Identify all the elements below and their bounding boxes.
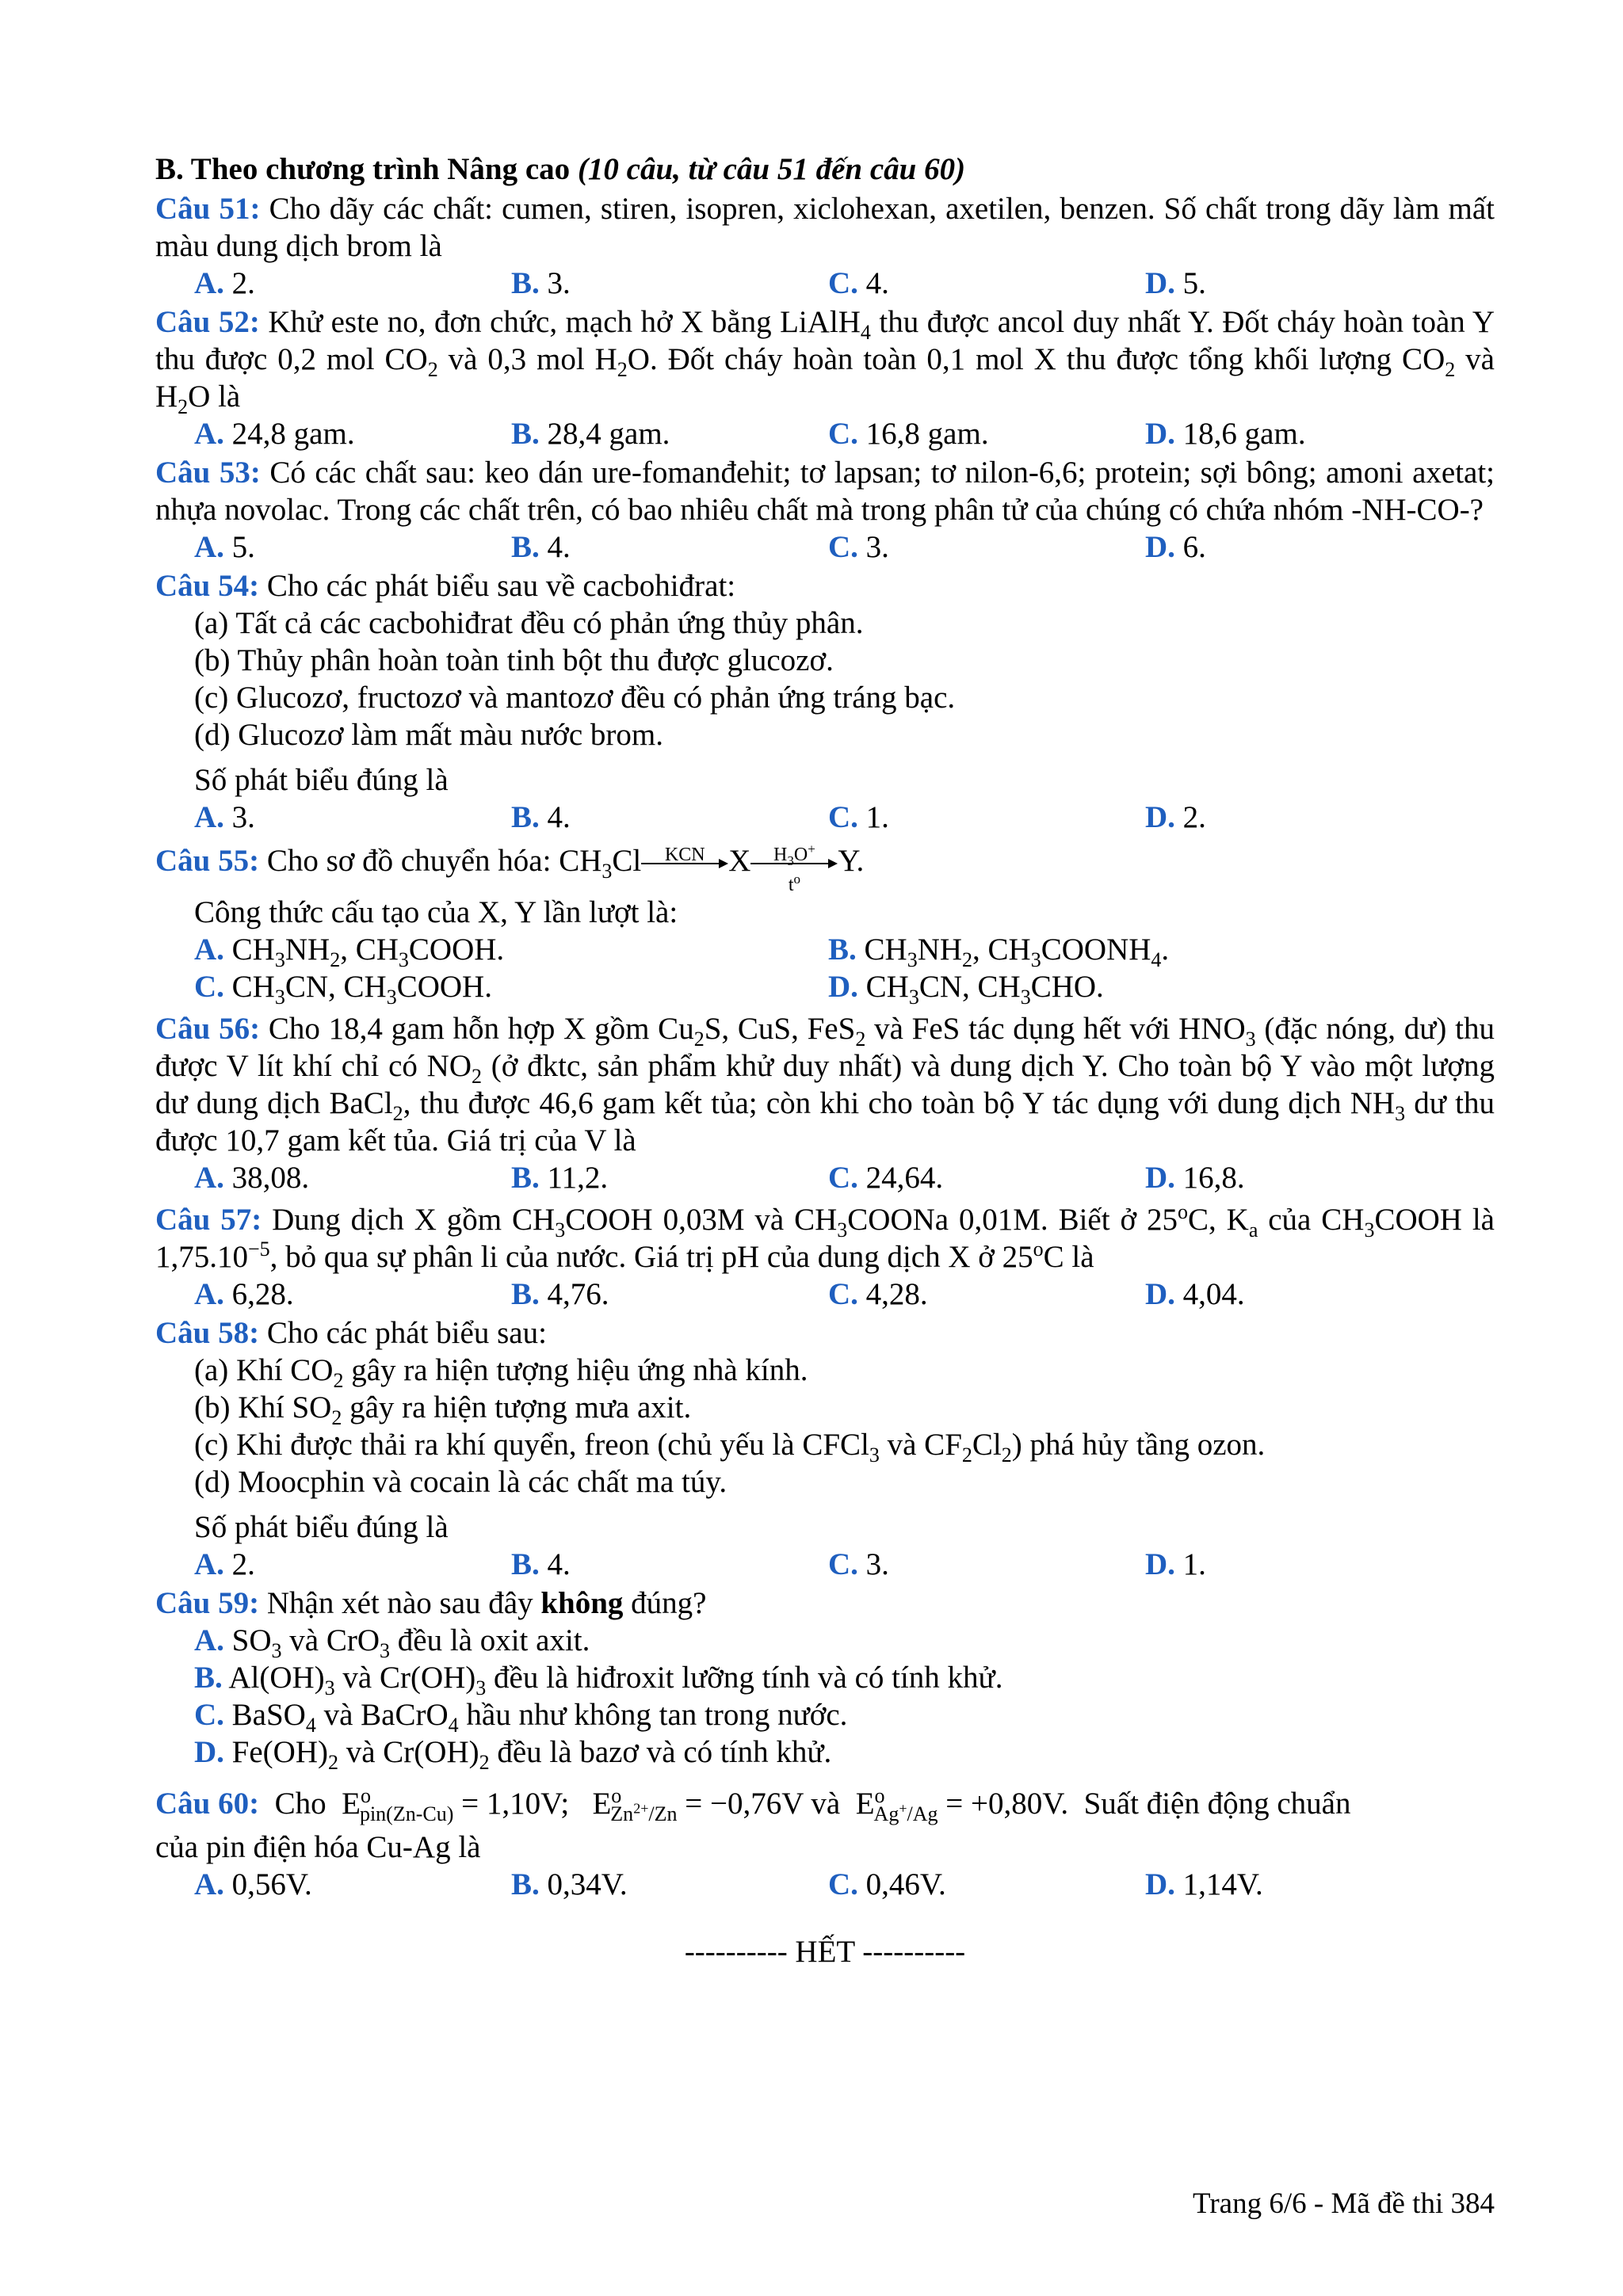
question-56: Câu 56: Cho 18,4 gam hỗn hợp X gồm $Cu_2S$, CuS, FeS$_2$ và FeS tác dụng hết với $HNO_3$ (đặc nóng, dư) thu được V lít khí chỉ có $NO_2$ (ở đktc, sản phẩm khử duy nhất) và dung dịch Y. Cho toàn bộ Y vào một lượng dư dung dịch BaCl$_2$, thu được 46,6 gam kết tủa; còn khi cho toàn bộ Y tác dụng với dung dịch $NH_3$ dư thu được 10,7 gam kết tủa. Giá trị của V là — [155, 1012, 1495, 1158]
option-text: 5. — [1182, 266, 1206, 300]
statement-d: (d) Glucozơ làm mất màu nước brom. — [194, 718, 663, 752]
option-text: 28,4 gam. — [547, 417, 670, 451]
exam-content — [155, 151, 1495, 1970]
question-label: Câu 53: — [155, 456, 261, 490]
statement-c: (c) Glucozơ, fructozơ và mantozơ đều có phản ứng tráng bạc. — [194, 681, 956, 715]
option-letter: C. — [194, 970, 224, 1004]
question-text: Cho các phát biểu sau: — [266, 1316, 547, 1350]
option-letter: D. — [1145, 417, 1175, 451]
option-text: 16,8. — [1182, 1161, 1245, 1195]
option-text: 1. — [865, 800, 889, 834]
option-c[interactable] — [828, 265, 1145, 302]
option-letter: C. — [828, 1277, 858, 1311]
option-letter: D. — [1145, 530, 1175, 564]
option-text: 1,14V. — [1182, 1867, 1263, 1901]
option-c[interactable] — [828, 528, 1145, 566]
option-letter: D. — [1145, 266, 1175, 300]
option-b[interactable] — [511, 1276, 828, 1313]
options-51 — [155, 265, 1495, 302]
option-text: 1. — [1182, 1547, 1206, 1581]
option-letter: D. — [828, 970, 858, 1004]
option-letter: B. — [194, 1661, 223, 1695]
option-letter: A. — [194, 800, 224, 834]
arrow-condition-text: t — [788, 875, 794, 896]
arrow-reagent: KCN — [664, 845, 705, 866]
question-text: Cho các phát biểu sau về cacbohiđrat: — [266, 569, 736, 603]
reaction-arrow-2 — [750, 841, 838, 896]
option-letter: D. — [1145, 1547, 1175, 1581]
question-57: Câu 57: Dung dịch X gồm $CH_3COOH$ 0,03M và $CH_3COONa$ 0,01M. Biết ở 25$^o$C, $K_a$ của $CH_3COOH$ là $1,75.10^{-5}$, bỏ qua sự phân li của nước. Giá trị pH của dung dịch X ở 25$^o$C là — [155, 1200, 1495, 1274]
option-letter: C. — [828, 1161, 858, 1195]
option-letter: B. — [511, 530, 540, 564]
question-58 — [155, 1314, 1495, 1352]
option-letter: B. — [828, 933, 857, 967]
question-text: của pin điện hóa Cu-Ag là — [155, 1830, 481, 1864]
option-letter: C. — [828, 530, 858, 564]
option-a[interactable] — [194, 1159, 511, 1196]
option-b[interactable] — [511, 799, 828, 836]
options-58 — [155, 1546, 1495, 1583]
option-d[interactable]: D. $Fe(OH)_2$ và $Cr(OH)_2$ đều là bazơ và có tính khử. — [194, 1735, 832, 1774]
option-a[interactable] — [194, 1866, 511, 1903]
option-letter: A. — [194, 1623, 224, 1657]
question-label: Câu 56: — [155, 1012, 261, 1046]
option-text: 3. — [547, 266, 571, 300]
option-letter: C. — [828, 1867, 858, 1901]
option-text: 3. — [865, 530, 889, 564]
question-ask: Công thức cấu tạo của X, Y lần lượt là: — [194, 895, 678, 929]
option-d[interactable] — [1145, 528, 1462, 566]
option-letter: B. — [511, 1277, 540, 1311]
question-text: Cho sơ đồ chuyển hóa: — [266, 844, 552, 878]
question-54 — [155, 567, 1495, 605]
option-b[interactable] — [511, 1866, 828, 1903]
section-note: (10 câu, từ câu 51 đến câu 60) — [577, 152, 966, 186]
option-d[interactable] — [1145, 1546, 1462, 1583]
option-d[interactable] — [1145, 415, 1462, 452]
option-c[interactable]: C. BaSO$_4$ và BaCrO$_4$ hầu như không tan trong nước. — [194, 1698, 848, 1737]
option-letter: C. — [828, 800, 858, 834]
option-letter: A. — [194, 1161, 224, 1195]
option-a[interactable]: A. $CH_3NH_2$, $CH_3COOH$. — [194, 933, 505, 971]
option-text: 0,34V. — [547, 1867, 628, 1901]
option-text: 11,2. — [547, 1161, 609, 1195]
question-label: Câu 59: — [155, 1586, 260, 1620]
option-letter: C. — [828, 417, 858, 451]
option-text: 18,6 gam. — [1182, 417, 1306, 451]
question-label: Câu 55: — [155, 844, 260, 878]
options-55-row2 — [155, 968, 1495, 1009]
option-c[interactable] — [828, 1159, 1145, 1196]
option-text: 4. — [865, 266, 889, 300]
statement-c: (c) Khi được thải ra khí quyển, freon (chủ yếu là CFCl$_3$ và $CF_2Cl_2$) phá hủy tầng ozon. — [194, 1428, 1266, 1466]
option-letter: B. — [511, 1867, 540, 1901]
option-text: 4,28. — [865, 1277, 928, 1311]
option-a[interactable]: A. $SO_3$ và CrO$_3$ đều là oxit axit. — [194, 1623, 590, 1662]
option-text: 3. — [865, 1547, 889, 1581]
statement-a: (a) Khí $CO_2$ gây ra hiện tượng hiệu ứng nhà kính. — [194, 1353, 808, 1392]
question-label: Câu 52: — [155, 305, 260, 339]
options-57 — [155, 1276, 1495, 1313]
question-label: Câu 51: — [155, 192, 261, 226]
option-letter: D. — [1145, 1867, 1175, 1901]
option-letter: D. — [1145, 800, 1175, 834]
statement-d: (d) Moocphin và cocain là các chất ma túy. — [194, 1465, 727, 1499]
option-b[interactable] — [511, 1546, 828, 1583]
question-59 — [155, 1585, 1495, 1622]
option-letter: A. — [194, 1277, 224, 1311]
option-letter: A. — [194, 417, 224, 451]
option-letter: B. — [511, 417, 540, 451]
question-ask: Số phát biểu đúng là — [194, 1510, 449, 1544]
option-text: 38,08. — [231, 1161, 310, 1195]
option-b[interactable] — [511, 265, 828, 302]
options-52 — [155, 415, 1495, 452]
option-a[interactable] — [194, 528, 511, 566]
option-d[interactable] — [1145, 265, 1462, 302]
option-letter: A. — [194, 266, 224, 300]
option-letter: D. — [1145, 1161, 1175, 1195]
arrow-condition: $t^o$ — [788, 871, 800, 896]
option-letter: A. — [194, 1547, 224, 1581]
question-60: Câu 60: Cho $E^o_{pin(Zn-Cu)} = 1,10V$; $E^o_{Zn^{2+}/Zn} = -0,76V$ và $E^o_{Ag^+/Ag} = +0,80V$. Suất điện động chuẩn — [155, 1784, 1351, 1825]
question-label: Câu 58: — [155, 1316, 260, 1350]
option-a[interactable] — [194, 415, 511, 452]
question-52: Câu 52: Khử este no, đơn chức, mạch hở X bằng LiAlH$_4$ thu được ancol duy nhất Y. Đốt cháy hoàn toàn Y thu được 0,2 mol $CO_2$ và 0,3 mol $H_2O$. Đốt cháy hoàn toàn 0,1 mol X thu được tổng khối lượng $CO_2$ và $H_2O$ là — [155, 305, 1495, 418]
question-label: Câu 60: — [155, 1787, 260, 1821]
page-footer: Trang 6/6 - Mã đề thi 384 — [1193, 2187, 1495, 2220]
option-text: 2. — [231, 266, 255, 300]
option-text: 3. — [231, 800, 255, 834]
option-c[interactable] — [828, 1546, 1145, 1583]
options-56 — [155, 1159, 1495, 1196]
question-label: Câu 57: — [155, 1203, 262, 1237]
options-55-row1 — [155, 931, 1495, 971]
option-text: 4. — [547, 530, 571, 564]
options-60 — [155, 1866, 1495, 1903]
option-a[interactable] — [194, 265, 511, 302]
question-text: Có các chất sau: keo dán ure-fomanđehit; tơ lapsan; tơ nilon-6,6; protein; sợi bông; amoni axetat; nhựa novolac. Trong các chất trên, có bao nhiêu chất mà trong phân tử của chúng có chứa nhóm -NH-CO-? — [155, 456, 1495, 527]
option-letter: A. — [194, 933, 224, 967]
option-text: 2. — [231, 1547, 255, 1581]
statement-b: (b) Khí $SO_2$ gây ra hiện tượng mưa axit. — [194, 1390, 692, 1429]
option-d[interactable] — [1145, 1276, 1462, 1313]
option-text: 16,8 gam. — [865, 417, 989, 451]
option-letter: B. — [511, 1161, 540, 1195]
option-c[interactable] — [828, 1866, 1145, 1903]
option-text: 0,46V. — [865, 1867, 946, 1901]
question-51 — [155, 190, 1495, 265]
option-text: 4. — [547, 1547, 571, 1581]
question-emphasis: không — [540, 1586, 624, 1620]
option-a[interactable] — [194, 799, 511, 836]
option-letter: A. — [194, 1867, 224, 1901]
option-text: 6. — [1182, 530, 1206, 564]
option-b[interactable] — [511, 1159, 828, 1196]
end-marker: ---------- HẾT ---------- — [684, 1935, 966, 1969]
option-letter: C. — [828, 1547, 858, 1581]
question-ask: Số phát biểu đúng là — [194, 763, 449, 797]
statement-a: (a) Tất cả các cacbohiđrat đều có phản ứng thủy phân. — [194, 606, 864, 640]
option-letter: C. — [828, 266, 858, 300]
option-d[interactable]: D. $CH_3CN$, $CH_3CHO$. — [828, 970, 1104, 1009]
option-letter: C. — [194, 1698, 224, 1732]
option-b[interactable] — [511, 528, 828, 566]
option-d[interactable] — [1145, 1159, 1462, 1196]
option-text: 24,8 gam. — [231, 417, 355, 451]
option-d[interactable] — [1145, 1866, 1462, 1903]
option-text: 5. — [231, 530, 255, 564]
option-text: 4,76. — [547, 1277, 609, 1311]
options-54 — [155, 799, 1495, 836]
option-text: 4,04. — [1182, 1277, 1245, 1311]
option-b[interactable]: B. $Al(OH)_3$ và $Cr(OH)_3$ đều là hiđroxit lưỡng tính và có tính khử. — [194, 1661, 1003, 1699]
option-c[interactable] — [828, 1276, 1145, 1313]
option-text: 24,64. — [865, 1161, 944, 1195]
option-text: 6,28. — [231, 1277, 294, 1311]
question-53 — [155, 454, 1495, 528]
arrow-reagent: $H_3O^+$ — [773, 841, 815, 868]
option-letter: B. — [511, 266, 540, 300]
option-b[interactable] — [511, 415, 828, 452]
option-c[interactable]: C. $CH_3CN$, $CH_3COOH$. — [194, 970, 492, 1009]
section-title: B. Theo chương trình Nâng cao — [155, 152, 571, 186]
option-letter: D. — [194, 1735, 224, 1769]
option-letter: A. — [194, 530, 224, 564]
question-text-end: đúng? — [631, 1586, 707, 1620]
option-letter: B. — [511, 800, 540, 834]
question-text: Nhận xét nào sau đây — [266, 1586, 533, 1620]
option-a[interactable] — [194, 1276, 511, 1313]
option-text: 0,56V. — [231, 1867, 312, 1901]
question-55: Câu 55: Cho sơ đồ chuyển hóa: $CH_3Cl$ KCN X $H_3O^+$ $t^o$ Y. — [155, 841, 865, 896]
option-a[interactable] — [194, 1546, 511, 1583]
option-text: 2. — [1182, 800, 1206, 834]
option-text: 4. — [547, 800, 571, 834]
question-text: Cho dãy các chất: cumen, stiren, isopren, xiclohexan, axetilen, benzen. Số chất trong dãy làm mất màu dung dịch brom là — [155, 192, 1495, 263]
section-heading — [155, 151, 1495, 188]
option-c[interactable] — [828, 415, 1145, 452]
reaction-arrow-1 — [641, 845, 728, 875]
option-letter: D. — [1145, 1277, 1175, 1311]
option-letter: B. — [511, 1547, 540, 1581]
option-c[interactable] — [828, 799, 1145, 836]
option-d[interactable] — [1145, 799, 1462, 836]
option-b[interactable]: B. $CH_3NH_2$, $CH_3COONH_4$. — [828, 933, 1170, 971]
options-53 — [155, 528, 1495, 566]
question-label: Câu 54: — [155, 569, 260, 603]
statement-b: (b) Thủy phân hoàn toàn tinh bột thu được glucozơ. — [194, 643, 834, 677]
